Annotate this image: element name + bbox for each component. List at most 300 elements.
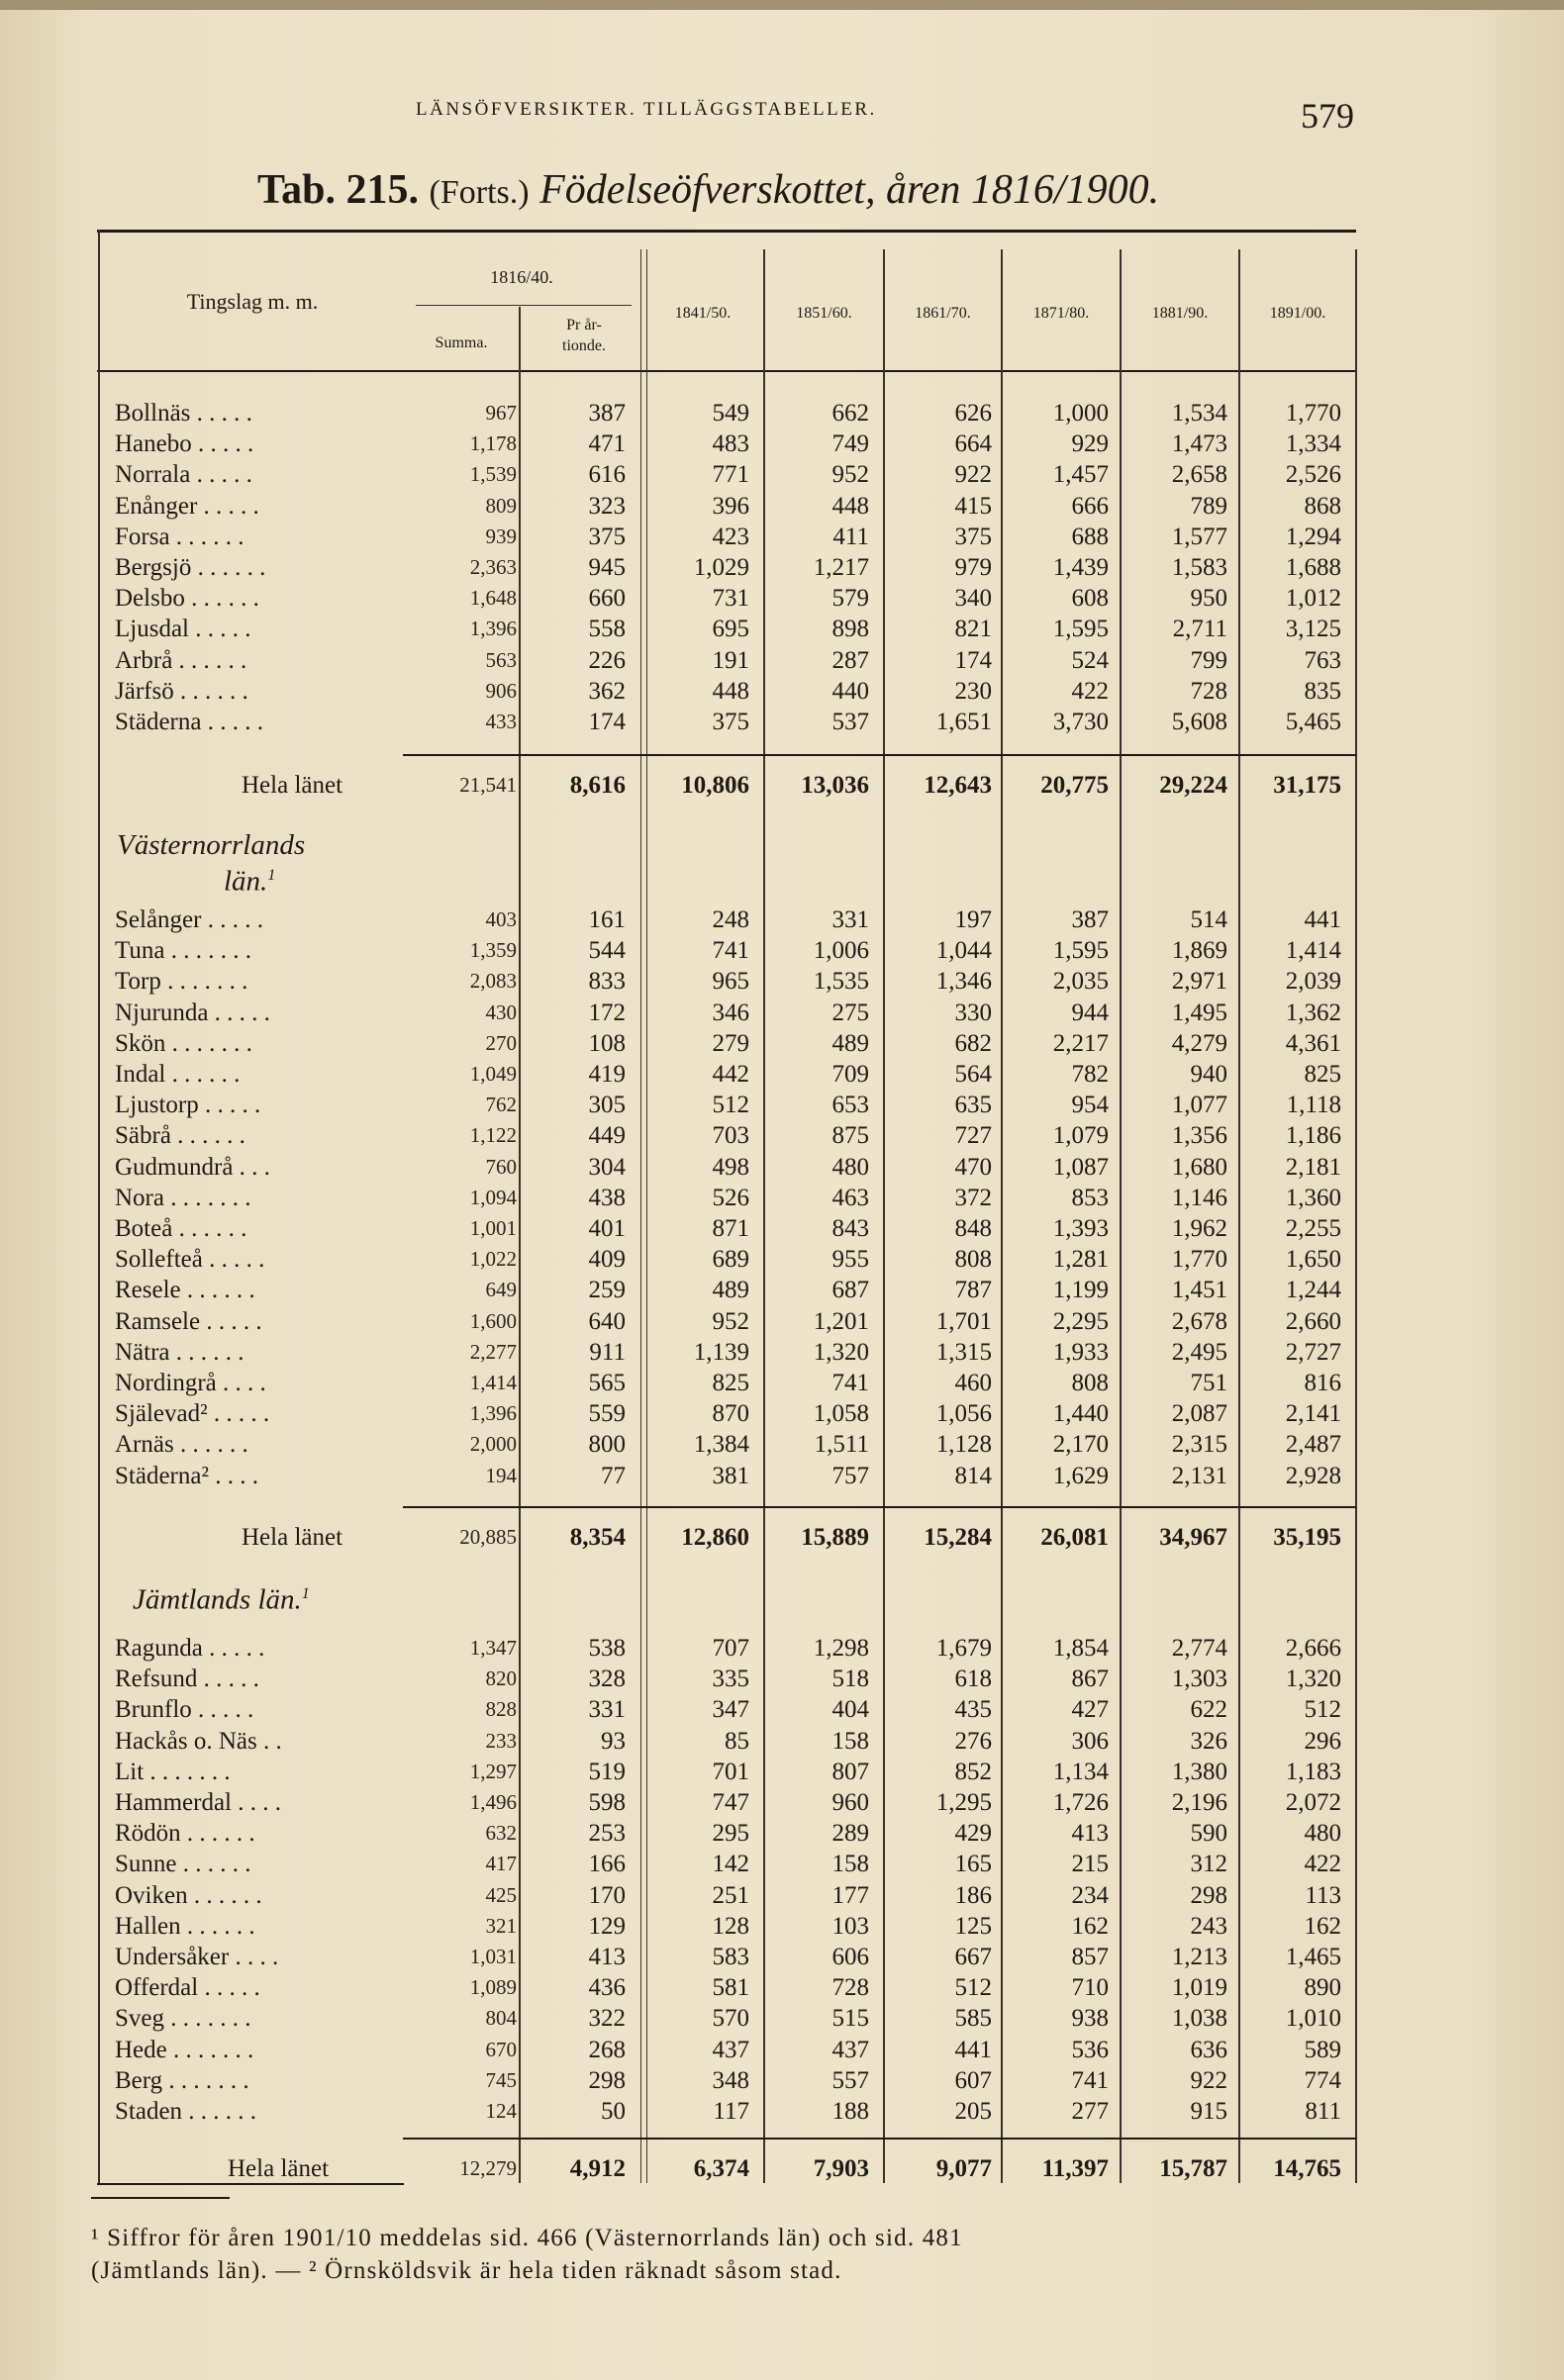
table-cell: 979 [954, 554, 992, 581]
row-label: Resele . . . . . . [115, 1277, 255, 1304]
table-cell: 664 [954, 430, 992, 458]
table-cell: 411 [832, 523, 869, 550]
footnote-marker: 1 [301, 1585, 310, 1602]
table-cell: 709 [831, 1061, 869, 1088]
table-cell: 170 [588, 1881, 626, 1909]
table-cell: 524 [1071, 646, 1109, 674]
table-cell: 1,118 [1286, 1092, 1341, 1119]
table-cell: 117 [713, 2098, 749, 2125]
table-cell: 177 [831, 1881, 869, 1909]
table-cell: 653 [831, 1092, 869, 1119]
table-cell: 1,583 [1171, 554, 1227, 581]
table-cell: 253 [588, 1820, 626, 1848]
table-cell: 1,038 [1171, 2005, 1227, 2033]
row-label: Berg . . . . . . . [115, 2066, 249, 2094]
table-cell: 728 [831, 1974, 869, 2002]
table-cell: 1,384 [693, 1431, 749, 1459]
row-label: Städerna² . . . . [115, 1462, 258, 1489]
table-cell: 809 [485, 493, 517, 518]
table-cell: 1,414 [1285, 937, 1341, 965]
table-cell: 749 [831, 430, 869, 458]
table-cell: 608 [1071, 585, 1109, 613]
table-cell: 799 [1190, 646, 1227, 674]
table-cell: 387 [588, 400, 626, 427]
table-cell: 287 [831, 646, 869, 674]
table-cell: 331 [831, 906, 869, 933]
row-label: Sunne . . . . . . [115, 1851, 251, 1878]
table-cell: 1,726 [1052, 1789, 1109, 1816]
header-pr-artionde-1: Pr år- [566, 317, 602, 333]
table-cell: 442 [712, 1061, 749, 1088]
table-cell: 215 [1071, 1851, 1109, 1878]
table-cell: 2,083 [469, 969, 517, 994]
table-cell: 186 [954, 1881, 992, 1909]
table-cell: 1,495 [1171, 999, 1227, 1026]
table-cell: 1,393 [1052, 1215, 1109, 1242]
table-cell: 270 [485, 1030, 517, 1055]
row-label: Selånger . . . . . [115, 906, 263, 933]
table-cell: 952 [831, 461, 869, 489]
table-cell: 590 [1190, 1820, 1227, 1848]
table-cell: 828 [485, 1697, 517, 1722]
row-label: Lit . . . . . . . [115, 1758, 231, 1785]
table-cell: 1,315 [935, 1338, 992, 1366]
table-cell: 1,679 [935, 1635, 992, 1662]
table-cell: 537 [831, 709, 869, 735]
table-cell: 326 [1190, 1727, 1227, 1755]
table-cell: 1,396 [469, 617, 517, 641]
table-cell: 103 [831, 1912, 869, 1940]
table-cell: 2,658 [1171, 461, 1227, 489]
table-cell: 2,170 [1052, 1431, 1109, 1459]
table-cell: 296 [1304, 1727, 1341, 1755]
row-label: Arnäs . . . . . . [115, 1431, 248, 1459]
table-cell: 93 [601, 1727, 626, 1755]
table-cell: 1,414 [469, 1371, 517, 1394]
table-cell: 174 [954, 646, 992, 674]
total-rule [403, 2138, 1356, 2140]
total-rule [403, 1506, 1356, 1508]
table-cell: 1,281 [1052, 1246, 1109, 1274]
table-cell: 1,079 [1052, 1122, 1109, 1150]
table-cell: 898 [831, 616, 869, 643]
total-cell: 11,397 [1041, 2155, 1109, 2182]
table-cell: 422 [1304, 1851, 1341, 1878]
table-cell: 618 [954, 1666, 992, 1693]
table-cell: 1,000 [1052, 400, 1109, 427]
table-cell: 413 [588, 1944, 626, 1970]
table-cell: 662 [831, 400, 869, 427]
table-cell: 890 [1304, 1974, 1341, 2002]
total-cell: 15,284 [924, 1524, 992, 1551]
table-cell: 1,356 [1171, 1122, 1227, 1150]
table-cell: 701 [712, 1758, 749, 1785]
table-cell: 1,359 [469, 938, 517, 963]
row-label: Rödön . . . . . . [115, 1820, 255, 1848]
table-cell: 346 [712, 999, 749, 1026]
table-number: Tab. 215. [257, 167, 420, 213]
table-cell: 807 [831, 1758, 869, 1785]
table-cell: 234 [1071, 1881, 1109, 1909]
table-cell: 1,451 [1171, 1277, 1227, 1304]
table-cell: 2,666 [1285, 1635, 1341, 1662]
table-cell: 158 [831, 1727, 869, 1755]
table-cell: 687 [831, 1277, 869, 1304]
table-cell: 230 [954, 677, 992, 705]
table-cell: 867 [1071, 1666, 1109, 1693]
table-cell: 409 [588, 1246, 626, 1274]
table-cell: 821 [954, 616, 992, 643]
row-label: Sveg . . . . . . . [115, 2005, 251, 2033]
table-continued-note: (Forts.) [429, 174, 530, 211]
table-cell: 2,526 [1285, 461, 1341, 489]
table-cell: 960 [831, 1789, 869, 1816]
table-cell: 549 [712, 400, 749, 427]
table-cell: 1,303 [1171, 1666, 1227, 1693]
total-cell: 14,765 [1273, 2155, 1341, 2182]
row-label: Oviken . . . . . . [115, 1881, 262, 1909]
table-cell: 688 [1071, 523, 1109, 550]
table-cell: 425 [485, 1882, 517, 1907]
table-cell: 128 [712, 1912, 749, 1940]
table-cell: 330 [954, 999, 992, 1026]
row-label: Hallen . . . . . . [115, 1912, 255, 1940]
table-cell: 565 [588, 1370, 626, 1396]
table-cell: 1,186 [1285, 1122, 1341, 1150]
table-cell: 852 [954, 1758, 992, 1785]
table-cell: 940 [1190, 1061, 1227, 1088]
table-cell: 162 [1304, 1912, 1341, 1940]
table-cell: 489 [831, 1029, 869, 1057]
table-cell: 259 [588, 1277, 626, 1304]
table-cell: 519 [588, 1758, 626, 1785]
table-cell: 375 [954, 523, 992, 550]
row-label: Bollnäs . . . . . [115, 400, 252, 427]
total-label: Hela länet [228, 2155, 330, 2182]
table-cell: 1,648 [469, 586, 517, 611]
table-cell: 1,595 [1052, 616, 1109, 643]
row-label: Indal . . . . . . [115, 1061, 241, 1088]
table-cell: 1,334 [1285, 430, 1341, 458]
table-cell: 321 [485, 1913, 517, 1938]
table-cell: 1,199 [1052, 1277, 1109, 1304]
table-cell: 1,049 [469, 1062, 517, 1086]
table-cell: 191 [712, 646, 749, 674]
table-cell: 763 [1304, 646, 1341, 674]
table-cell: 666 [1071, 492, 1109, 520]
total-cell: 6,374 [693, 2155, 749, 2182]
table-cell: 331 [588, 1696, 626, 1724]
table-cell: 952 [712, 1307, 749, 1335]
table-cell: 2,774 [1171, 1635, 1227, 1662]
table-cell: 1,056 [935, 1400, 992, 1428]
total-cell: 21,541 [459, 773, 517, 797]
table-cell: 233 [485, 1728, 517, 1753]
table-cell: 85 [725, 1727, 749, 1755]
table-cell: 5,608 [1171, 709, 1227, 735]
table-cell: 188 [831, 2098, 869, 2125]
table-cell: 1,044 [935, 937, 992, 965]
header-decade: 1841/50. [674, 305, 732, 322]
header-bottom-rule [97, 370, 1356, 372]
table-cell: 1,539 [469, 462, 517, 487]
header-decade: 1871/80. [1032, 305, 1090, 322]
table-cell: 607 [954, 2066, 992, 2094]
table-cell: 1,680 [1171, 1153, 1227, 1181]
row-label: Städerna . . . . . [115, 709, 263, 735]
total-label: Hela länet [242, 1524, 343, 1551]
table-bottom-rule [97, 2183, 404, 2185]
table-cell: 113 [1305, 1881, 1341, 1909]
table-cell: 375 [712, 709, 749, 735]
table-cell: 268 [588, 2036, 626, 2063]
table-cell: 417 [485, 1852, 517, 1876]
table-cell: 289 [831, 1820, 869, 1848]
table-cell: 1,439 [1052, 554, 1109, 581]
table-cell: 695 [712, 616, 749, 643]
table-cell: 108 [588, 1029, 626, 1057]
table-cell: 2,971 [1171, 968, 1227, 996]
table-cell: 728 [1190, 677, 1227, 705]
total-cell: 7,903 [813, 2155, 869, 2182]
table-cell: 682 [954, 1029, 992, 1057]
table-cell: 298 [588, 2066, 626, 2094]
table-cell: 950 [1190, 585, 1227, 613]
table-cell: 3,730 [1052, 709, 1109, 735]
table-cell: 1,089 [469, 1975, 517, 2000]
table-cell: 835 [1304, 677, 1341, 705]
table-cell: 1,294 [1285, 523, 1341, 550]
table-cell: 437 [831, 2036, 869, 2063]
table-cell: 558 [588, 616, 626, 643]
row-label: Enånger . . . . . [115, 492, 259, 520]
total-cell: 35,195 [1273, 1524, 1341, 1551]
table-cell: 544 [588, 937, 626, 965]
row-label: Gudmundrå . . . [115, 1153, 270, 1181]
table-cell: 433 [485, 710, 517, 733]
table-cell: 165 [954, 1851, 992, 1878]
table-cell: 1,006 [813, 937, 869, 965]
footnote-rule [91, 2197, 230, 2199]
header-summa: Summa. [435, 334, 488, 351]
total-cell: 20,775 [1040, 772, 1109, 799]
table-cell: 689 [712, 1246, 749, 1274]
table-cell: 449 [588, 1122, 626, 1150]
table-cell: 413 [1071, 1820, 1109, 1848]
table-cell: 480 [1304, 1820, 1341, 1848]
table-cell: 1,360 [1285, 1184, 1341, 1211]
table-cell: 279 [712, 1029, 749, 1057]
table-cell: 774 [1304, 2066, 1341, 2094]
table-cell: 649 [485, 1278, 517, 1302]
table-cell: 194 [485, 1463, 517, 1487]
table-cell: 448 [712, 677, 749, 705]
table-cell: 906 [485, 678, 517, 703]
table-cell: 437 [712, 2036, 749, 2063]
table-cell: 1,077 [1171, 1092, 1227, 1119]
row-label: Nora . . . . . . . [115, 1184, 251, 1211]
table-cell: 312 [1190, 1851, 1227, 1878]
table-cell: 741 [712, 937, 749, 965]
table-cell: 760 [485, 1154, 517, 1179]
table-cell: 1,128 [935, 1431, 992, 1459]
total-cell: 12,643 [924, 772, 992, 799]
table-cell: 396 [712, 492, 749, 520]
table-cell: 427 [1071, 1696, 1109, 1724]
table-cell: 1,217 [813, 554, 869, 581]
scan-edge [0, 0, 1564, 10]
table-cell: 670 [485, 2037, 517, 2061]
row-label: Järfsö . . . . . . [115, 677, 248, 705]
table-cell: 248 [712, 906, 749, 933]
table-cell: 667 [954, 1944, 992, 1970]
table-cell: 1,012 [1285, 585, 1341, 613]
row-label: Hammerdal . . . . [115, 1789, 282, 1816]
table-cell: 512 [712, 1092, 749, 1119]
total-cell: 31,175 [1273, 772, 1341, 799]
table-cell: 955 [831, 1246, 869, 1274]
table-cell: 922 [954, 461, 992, 489]
row-label: Staden . . . . . . [115, 2098, 257, 2125]
total-cell: 34,967 [1159, 1524, 1227, 1551]
table-cell: 1,213 [1171, 1944, 1227, 1970]
table-cell: 1,511 [814, 1431, 869, 1459]
table-cell: 375 [588, 523, 626, 550]
table-cell: 306 [1071, 1727, 1109, 1755]
running-head: LÄNSÖFVERSIKTER. TILLÄGGSTABELLER. [416, 99, 877, 120]
table-cell: 1,295 [935, 1789, 992, 1816]
table-cell: 857 [1071, 1944, 1109, 1970]
header-decade: 1861/70. [915, 305, 971, 322]
table-cell: 1,146 [1171, 1184, 1227, 1211]
table-cell: 515 [831, 2005, 869, 2033]
table-cell: 1,297 [469, 1759, 517, 1783]
table-cell: 707 [712, 1635, 749, 1662]
header-decade: 1881/90. [1151, 305, 1209, 322]
table-cell: 430 [485, 1000, 517, 1024]
table-cell: 328 [588, 1666, 626, 1693]
footnote-marker: 1 [267, 867, 276, 884]
table-cell: 489 [712, 1277, 749, 1304]
table-cell: 2,727 [1285, 1338, 1341, 1366]
table-cell: 304 [588, 1153, 626, 1181]
table-cell: 606 [831, 1944, 869, 1970]
table-cell: 2,035 [1052, 968, 1109, 996]
table-cell: 1,600 [469, 1308, 517, 1333]
table-cell: 1,396 [469, 1401, 517, 1426]
row-label: Hede . . . . . . . [115, 2036, 254, 2063]
total-cell: 10,806 [681, 772, 749, 799]
table-cell: 129 [588, 1912, 626, 1940]
row-label: Skön . . . . . . . [115, 1029, 252, 1057]
table-cell: 833 [588, 968, 626, 996]
row-label: Själevad² . . . . . [115, 1400, 270, 1428]
table-cell: 1,031 [469, 1945, 517, 1968]
total-cell: 8,616 [569, 772, 626, 799]
table-cell: 1,854 [1052, 1635, 1109, 1662]
table-cell: 1,465 [1285, 1944, 1341, 1970]
row-label: Ljusdal . . . . . [115, 616, 251, 643]
table-cell: 2,087 [1171, 1400, 1227, 1428]
table-cell: 512 [954, 1974, 992, 2002]
table-cell: 436 [588, 1974, 626, 2002]
table-cell: 787 [954, 1277, 992, 1304]
table-cell: 1,770 [1171, 1246, 1227, 1274]
table-cell: 2,660 [1285, 1307, 1341, 1335]
table-cell: 323 [588, 492, 626, 520]
table-cell: 2,295 [1052, 1307, 1109, 1335]
table-cell: 929 [1071, 430, 1109, 458]
table-cell: 470 [954, 1153, 992, 1181]
table-cell: 954 [1071, 1092, 1109, 1119]
table-cell: 460 [954, 1370, 992, 1396]
table-cell: 2,039 [1285, 968, 1341, 996]
total-rule [403, 754, 1356, 756]
table-cell: 362 [588, 677, 626, 705]
table-cell: 335 [712, 1666, 749, 1693]
total-label: Hela länet [242, 772, 343, 799]
section-heading-line2 [224, 859, 275, 899]
table-cell: 915 [1190, 2098, 1227, 2125]
table-cell: 5,465 [1285, 709, 1341, 735]
table-cell: 275 [831, 999, 869, 1026]
table-cell: 2,487 [1285, 1431, 1341, 1459]
table-cell: 2,495 [1171, 1338, 1227, 1366]
table-cell: 512 [1304, 1696, 1341, 1724]
table-cell: 347 [712, 1696, 749, 1724]
table-cell: 808 [1071, 1370, 1109, 1396]
table-cell: 2,000 [469, 1432, 517, 1457]
table-top-rule [97, 230, 1356, 233]
table-cell: 441 [1304, 906, 1341, 933]
row-label: Forsa . . . . . . [115, 523, 244, 550]
table-cell: 589 [1304, 2036, 1341, 2063]
row-label: Nordingrå . . . . [115, 1370, 266, 1396]
table-cell: 463 [831, 1184, 869, 1211]
table-cell: 1,058 [813, 1400, 869, 1428]
table-cell: 811 [1305, 2098, 1341, 2125]
table-cell: 2,141 [1285, 1400, 1341, 1428]
table-cell: 1,094 [469, 1185, 517, 1209]
table-cell: 1,183 [1285, 1758, 1341, 1785]
header-decade: 1851/60. [796, 305, 852, 322]
table-cell: 1,869 [1171, 937, 1227, 965]
page-number: 579 [1301, 96, 1354, 136]
table-cell: 804 [485, 2006, 517, 2031]
table-cell: 471 [588, 430, 626, 458]
table-cell: 538 [588, 1635, 626, 1662]
table-cell: 1,362 [1285, 999, 1341, 1026]
table-cell: 448 [831, 492, 869, 520]
table-cell: 295 [712, 1820, 749, 1848]
table-cell: 322 [588, 2005, 626, 2033]
total-cell: 13,036 [801, 772, 869, 799]
column-rule [1355, 249, 1357, 2183]
table-cell: 640 [588, 1307, 626, 1335]
table-cell: 1,022 [469, 1247, 517, 1272]
table-cell: 632 [485, 1821, 517, 1846]
table-cell: 2,315 [1171, 1431, 1227, 1459]
row-label: Hackås o. Näs . . [115, 1727, 282, 1755]
table-cell: 340 [954, 585, 992, 613]
table-cell: 564 [954, 1061, 992, 1088]
table-cell: 1,019 [1171, 1974, 1227, 2002]
table-cell: 1,651 [935, 709, 992, 735]
table-cell: 1,178 [469, 431, 517, 456]
table-cell: 782 [1071, 1061, 1109, 1088]
table-cell: 825 [712, 1370, 749, 1396]
table-cell: 4,279 [1171, 1029, 1227, 1057]
